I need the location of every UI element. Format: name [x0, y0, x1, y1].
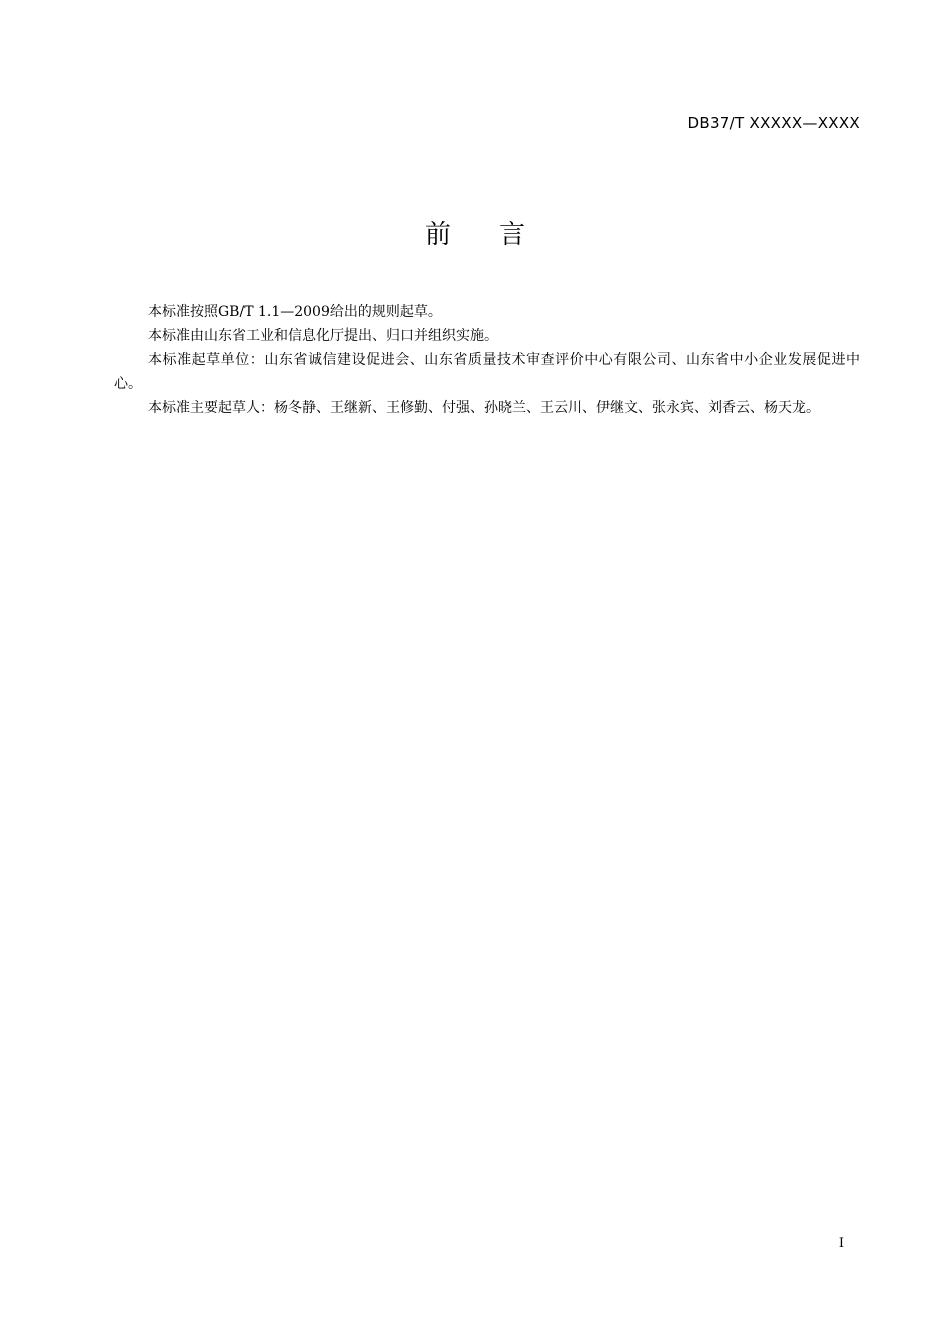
- paragraph-proposer: 本标准由山东省工业和信息化厅提出、归口并组织实施。: [148, 328, 498, 344]
- paragraph-drafters: 本标准主要起草人：杨冬静、王继新、王修勤、付强、孙晓兰、王云川、伊继文、张永宾、刘香云、杨天龙。: [148, 400, 820, 416]
- page-title: 前言: [424, 220, 573, 250]
- page-number: I: [838, 1236, 844, 1251]
- document-code: DB37/T XXXXX—XXXX: [687, 114, 860, 132]
- paragraph-drafting-units: 本标准起草单位：山东省诚信建设促进会、山东省质量技术审查评价中心有限公司、山东省中小企业发展促进中心。: [114, 352, 860, 392]
- foreword-body: [114, 300, 860, 420]
- paragraph-drafting-rules: 本标准按照GB/T 1.1—2009给出的规则起草。: [148, 304, 442, 320]
